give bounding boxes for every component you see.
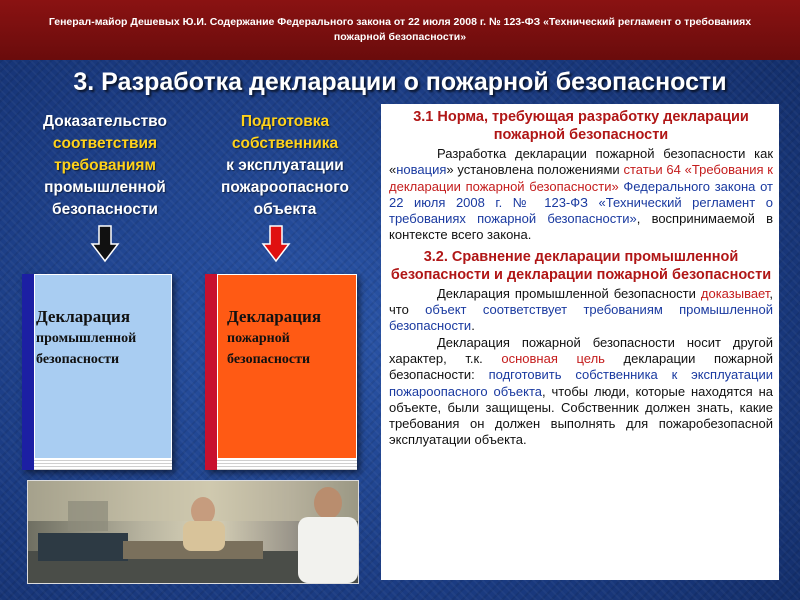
book-title [36, 306, 166, 370]
book-title-line: Декларация [36, 307, 131, 326]
arrow-down-red-icon [261, 224, 291, 264]
right-caption-line: пожароопасного [221, 179, 349, 196]
right-caption [195, 111, 375, 221]
right-caption-line: к эксплуатации [226, 157, 344, 174]
text-panel [381, 104, 779, 580]
arrow-down-black-icon [90, 224, 120, 264]
left-caption-line: требованиям [54, 157, 156, 174]
book-title-line: промышленной [36, 331, 137, 346]
text-run: основная цель [501, 350, 605, 366]
office-photo [27, 480, 359, 584]
text-run: статьи 64 «Требования к декларации пожарной безопасности» [389, 162, 773, 194]
text-run: подготовить собственника к эксплуатации пожароопасного объекта [389, 367, 773, 399]
paragraph [389, 335, 773, 449]
book-title-line: пожарной [227, 331, 290, 346]
slide-title: 3. Разработка декларации о пожарной безопасности [73, 68, 727, 96]
book-spine [22, 274, 34, 470]
industrial-safety-declaration-book [22, 274, 172, 470]
text-run: Декларация промышленной безопасности [437, 285, 701, 301]
section-title: 3.1 Норма, требующая разработку декларации пожарной безопасности [413, 109, 749, 143]
text-run: » установлена положениями [446, 162, 624, 178]
book-pages [34, 458, 172, 470]
text-run: Декларация пожарной безопасности носит другой характер, т.к. [389, 334, 773, 366]
left-caption [20, 111, 190, 221]
header-bar [0, 0, 800, 60]
text-run: новация [396, 162, 447, 178]
right-caption-line: собственника [231, 135, 339, 152]
office-scene-image [28, 481, 358, 583]
left-caption-line: соответствия [52, 135, 158, 152]
book-title-line: безопасности [36, 352, 120, 367]
text-run: доказывает [700, 285, 770, 301]
book-pages [217, 458, 357, 470]
text-run: , что [389, 285, 773, 318]
left-caption-line: Доказательство [43, 113, 167, 130]
left-caption-line: промышленной [44, 179, 166, 196]
text-run: объект соответствует требованиям промышленной безопасности [389, 302, 773, 334]
fire-safety-declaration-book [205, 274, 357, 470]
text-run: декларации пожарной безопасности: [389, 350, 774, 383]
section-title: 3.2. Сравнение декларации промышленной безопасности и декларации пожарной безопасности [390, 248, 772, 283]
paragraph [389, 286, 773, 335]
book-cover [34, 274, 172, 470]
text-run: Разработка декларации пожарной безопасности как « [389, 146, 773, 178]
right-caption-line: объекта [253, 201, 317, 218]
paragraph [389, 146, 773, 244]
header-line-1: Генерал-майор Дешевых Ю.И. Содержание Федерального закона от 22 июля 2008 г. № 123-ФЗ «Технический регламент о требованиях [48, 16, 752, 28]
book-title-line: Декларация [227, 307, 322, 326]
header-line-2: пожарной безопасности» [333, 31, 467, 43]
book-spine [205, 274, 217, 470]
text-run: , воспринимаемой в контексте всего закона. [389, 211, 773, 243]
book-cover [217, 274, 357, 470]
book-title [227, 306, 351, 370]
right-caption-line: Подготовка [240, 113, 330, 130]
text-run: , чтобы люди, которые находятся на объекте, были защищены. Собственник должен знать, какие требования он должен выполнять для пожаробезопасной эксплуатации объекта. [389, 383, 773, 448]
left-caption-line: безопасности [52, 201, 158, 218]
book-title-line: безопасности [227, 352, 311, 367]
text-run: . [471, 318, 475, 334]
text-run: Федерального закона от 22 июля 2008 г. № 123-ФЗ «Технический регламент о требованиях пожарной безопасности» [389, 178, 773, 227]
